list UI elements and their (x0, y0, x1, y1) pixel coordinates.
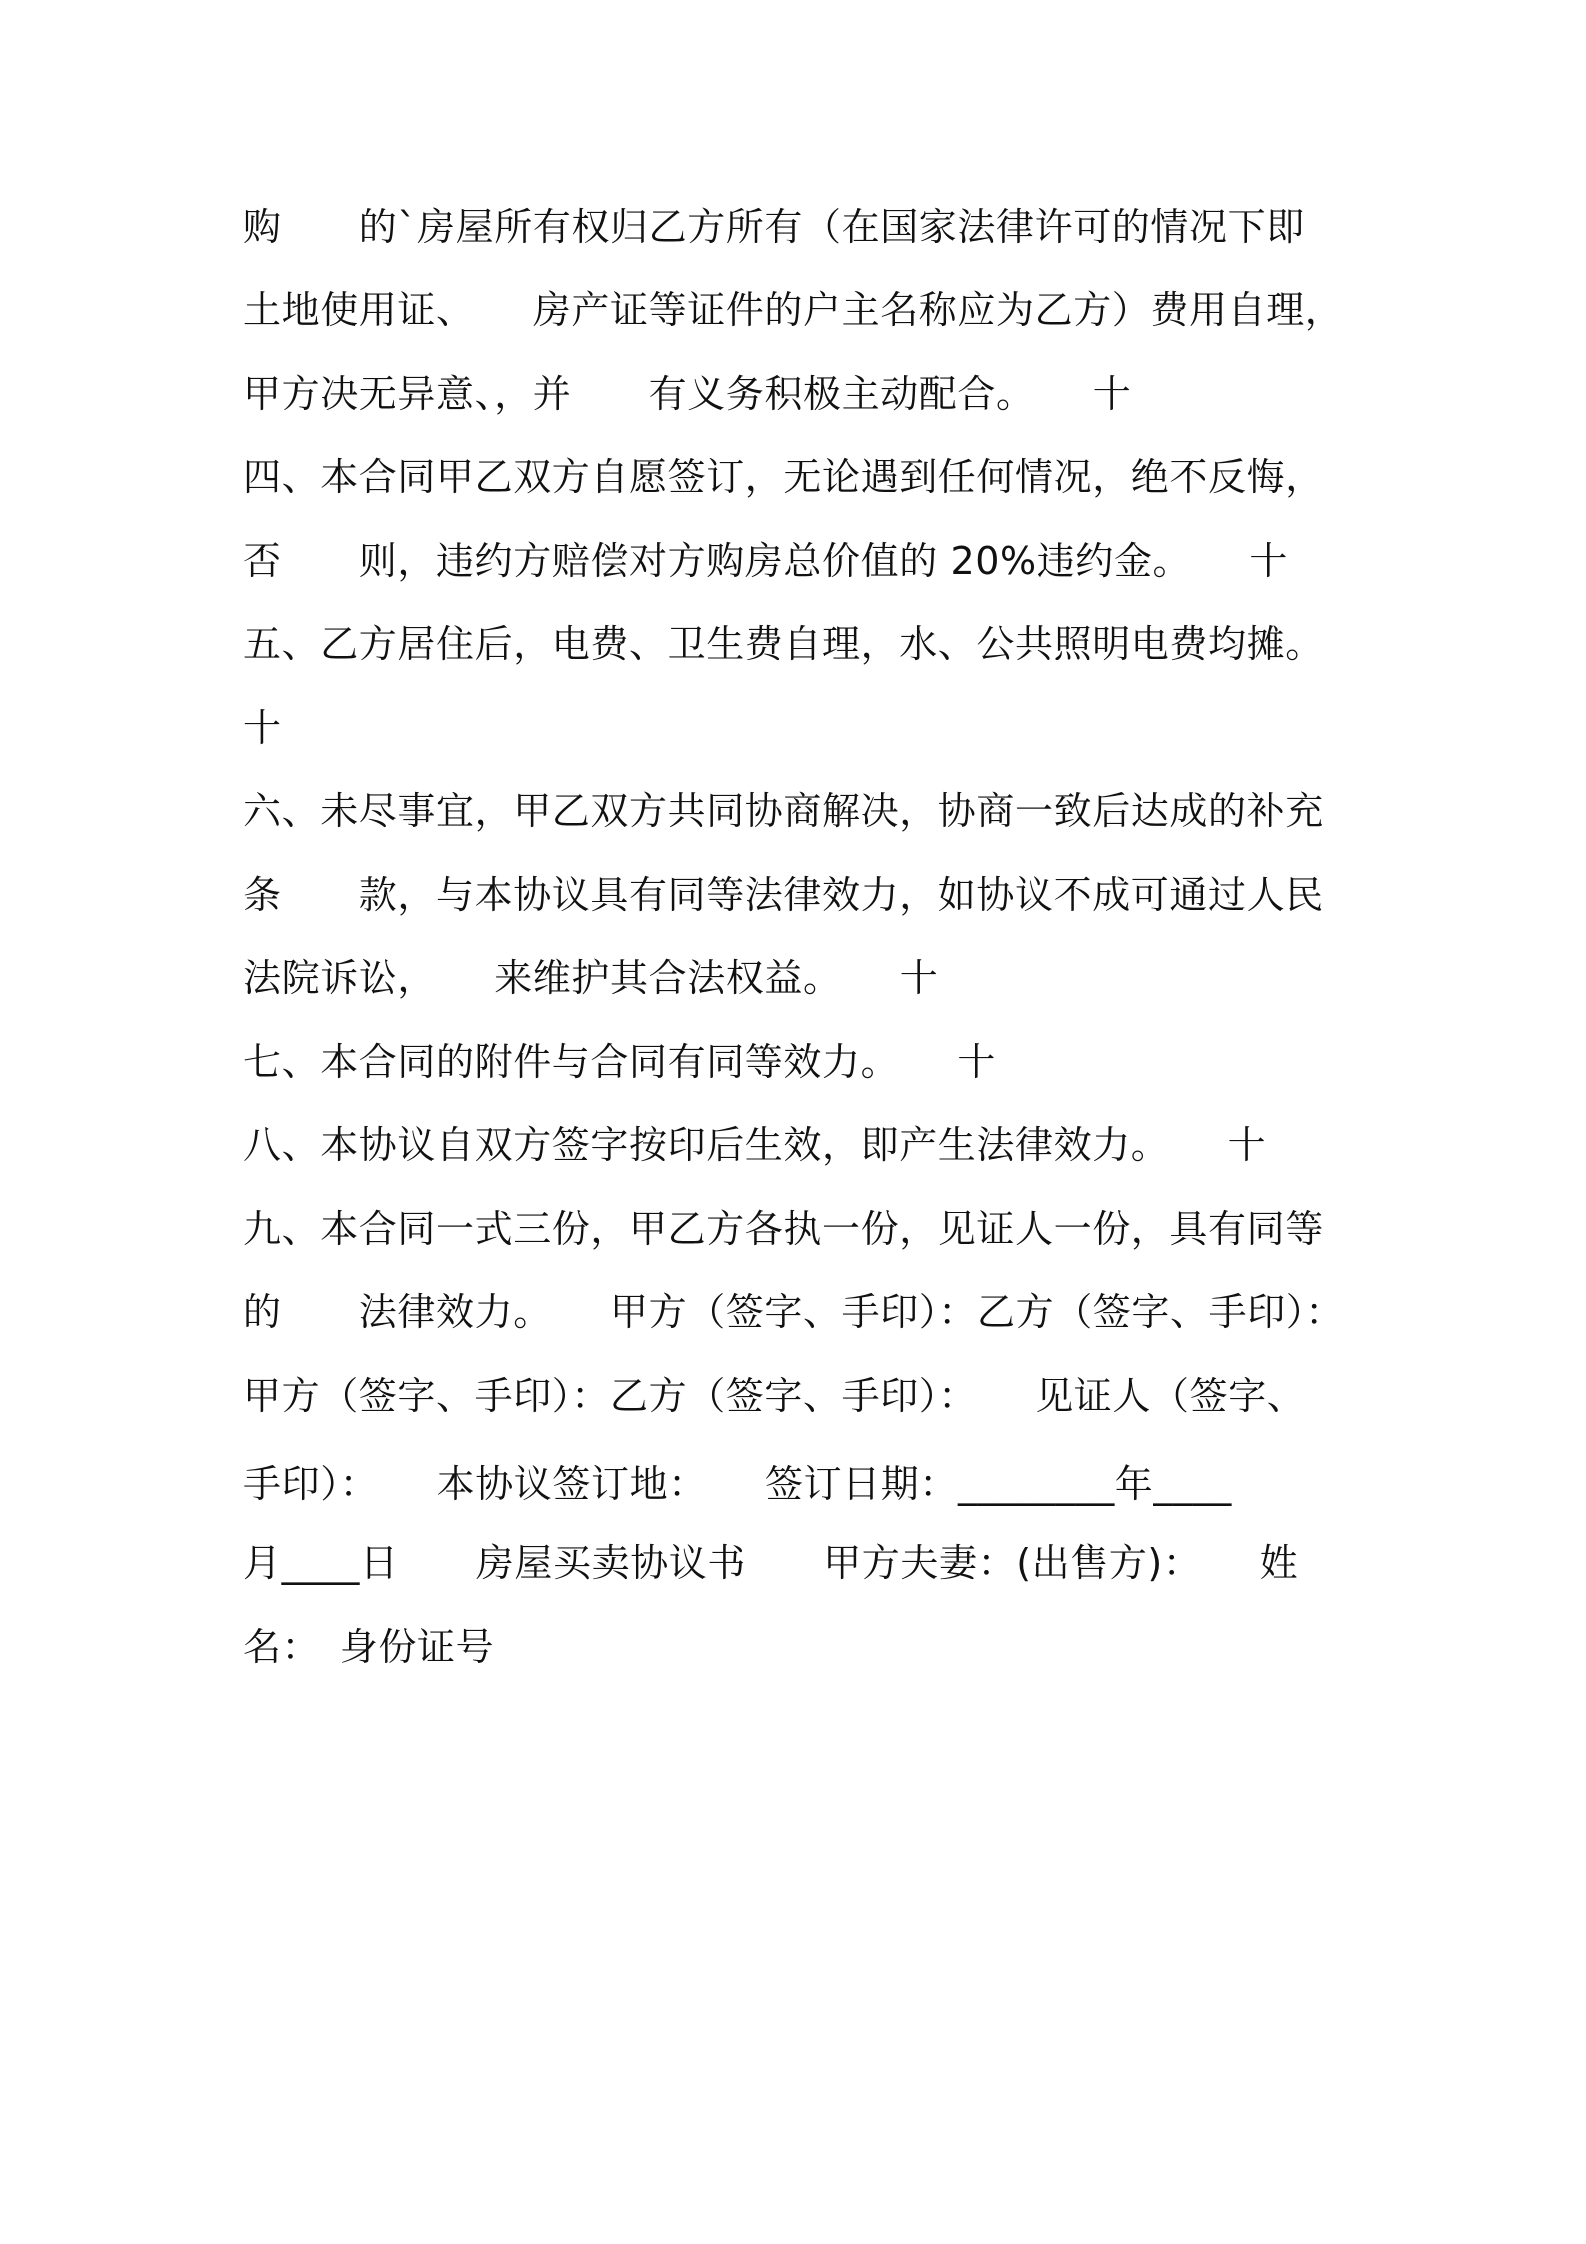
text-line: 购 的`房屋所有权归乙方所有（在国家法律许可的情况下即 (243, 205, 1305, 249)
text-line: 八、本协议自双方签字按印后生效，即产生法律效力。 十 (243, 1123, 1267, 1167)
text-line: 甲方决无异意、，并 有义务积极主动配合。 十 (243, 372, 1132, 416)
text-line: 七、本合同的附件与合同有同等效力。 十 (243, 1040, 997, 1084)
text-line: 否 则，违约方赔偿对方购房总价值的 20%违约金。 十 (243, 539, 1288, 583)
text-line: 九、本合同一式三份，甲乙方各执一份，见证人一份，具有同等 (243, 1207, 1324, 1251)
text-line: 土地使用证、 房产证等证件的户主名称应为乙方）费用自理， (243, 288, 1344, 332)
text-line: 的 法律效力。 甲方（签字、手印）：乙方（签字、手印）： (243, 1290, 1345, 1334)
text-line: 月____日 房屋买卖协议书 甲方夫妻：(出售方)： 姓 (243, 1541, 1299, 1585)
text-line: 六、未尽事宜，甲乙双方共同协商解决，协商一致后达成的补充 (243, 789, 1324, 833)
text-line: 法院诉讼， 来维护其合法权益。 十 (243, 956, 939, 1000)
text-line: 五、乙方居住后，电费、卫生费自理，水、公共照明电费均摊。 (243, 622, 1324, 666)
text-line: 名： 身份证号 (243, 1625, 495, 1669)
text-line: 手印）： 本协议签订地： 签订日期：________年____ (243, 1462, 1232, 1506)
text-line: 甲方（签字、手印）：乙方（签字、手印）： 见证人（签字、 (243, 1374, 1306, 1418)
text-line: 四、本合同甲乙双方自愿签订，无论遇到任何情况，绝不反悔， (243, 455, 1324, 499)
text-line: 十 (243, 706, 282, 750)
text-line: 条 款，与本协议具有同等法律效力，如协议不成可通过人民 (243, 873, 1324, 917)
